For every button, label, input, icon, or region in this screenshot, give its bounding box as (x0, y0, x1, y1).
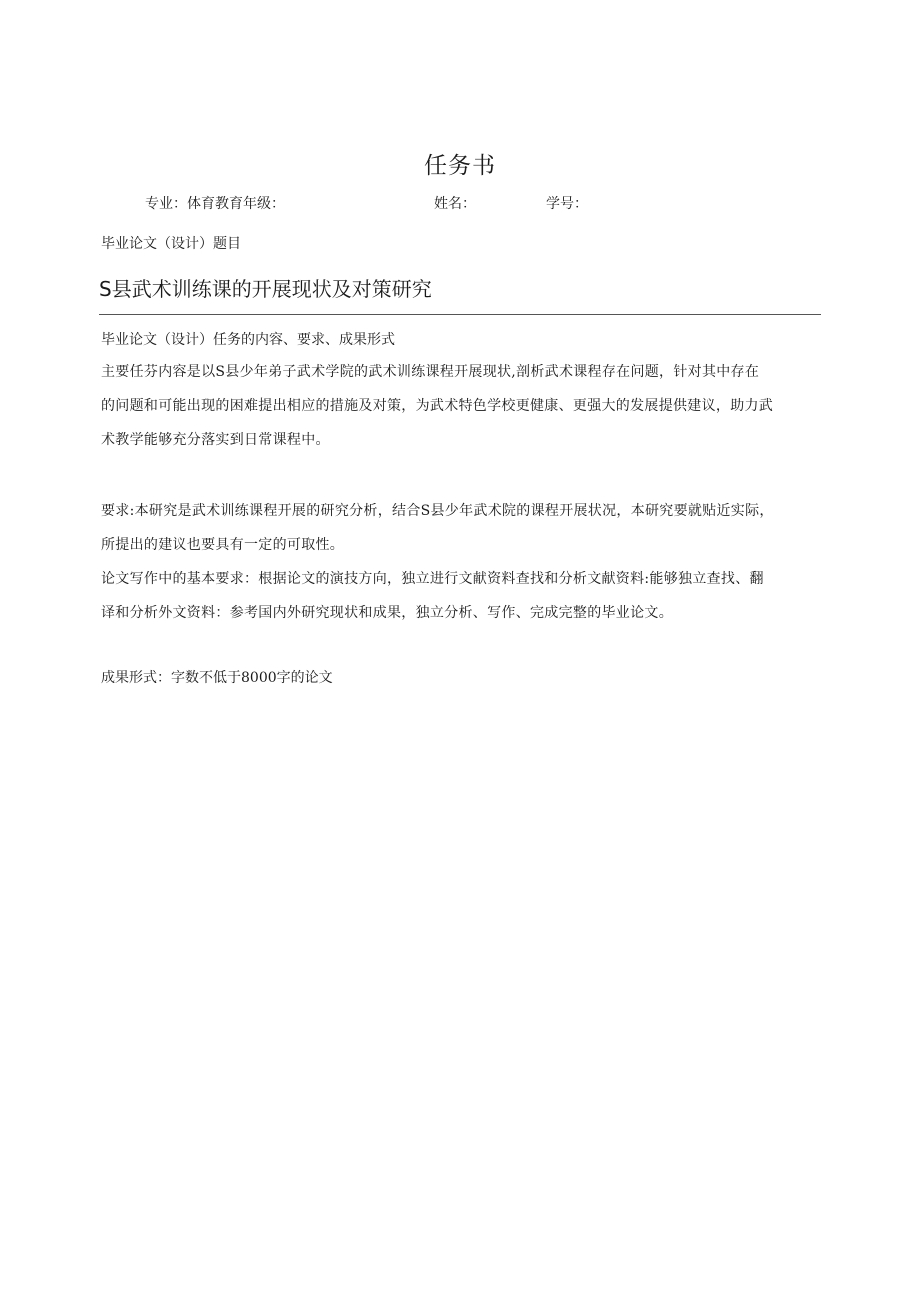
main-content-line: 的问题和可能出现的困难提出相应的措施及对策，为武术特色学校更健康、更强大的发展提供建议，助力武 (101, 398, 774, 414)
requirements-paragraph (101, 494, 823, 630)
result-form: 成果形式：字数不低于8000字的论文 (101, 670, 333, 686)
name-label: 姓名： (434, 196, 476, 212)
student-info-row (0, 193, 920, 213)
thesis-topic: S县武术训练课的开展现状及对策研究 (99, 277, 432, 301)
main-content-line: 主要任芬内容是以S县少年弟子武术学院的武术训练课程开展现状,剖析武术课程存在问题，针对其中存在 (101, 364, 760, 380)
requirement-line: 要求:本研究是武术训练课程开展的研究分析，结合S县少年武术院的课程开展状况，本研究要就贴近实际， (101, 503, 774, 519)
requirement-line: 所提出的建议也要具有一定的可取性。 (101, 537, 345, 553)
document-title: 任务书 (424, 153, 496, 179)
major-grade-label: 专业：体育教育年级： (145, 196, 285, 212)
student-id-label: 学号： (546, 196, 588, 212)
main-content-line: 术教学能够充分落实到日常课程中。 (101, 432, 330, 448)
thesis-topic-label: 毕业论文（设计）题目 (101, 236, 241, 252)
requirement-line: 译和分析外文资料：参考国内外研究现状和成果，独立分析、写作、完成完整的毕业论文。 (101, 605, 673, 621)
requirement-line: 论文写作中的基本要求：根据论文的演技方向，独立进行文献资料查找和分析文献资料:能够独立查找、翻 (101, 571, 764, 587)
section-divider (99, 314, 821, 315)
main-content-paragraph (101, 355, 823, 457)
task-content-label: 毕业论文（设计）任务的内容、要求、成果形式 (101, 332, 395, 348)
